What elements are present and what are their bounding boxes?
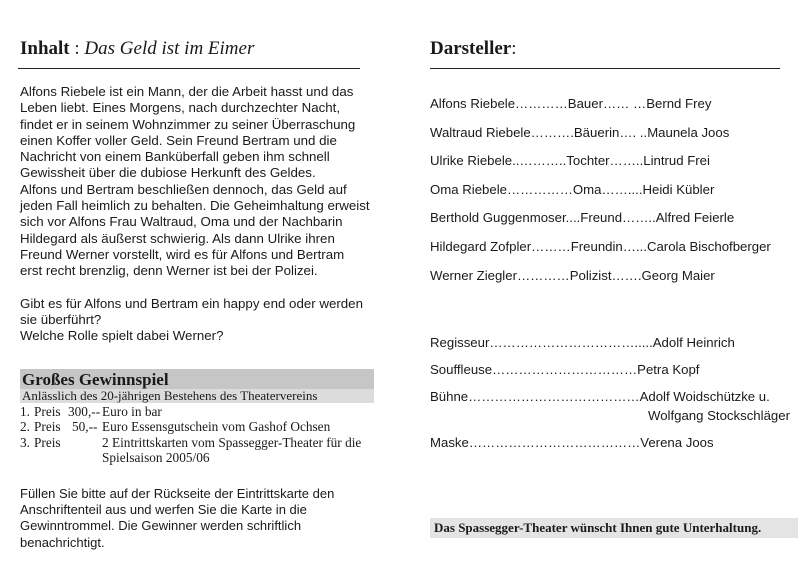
crew-line: Souffleuse……………………………Petra Kopf <box>430 362 700 377</box>
spacer <box>20 280 370 296</box>
heading-label: Inhalt <box>20 38 70 59</box>
prize-description: Euro in bar <box>102 404 162 419</box>
prize-word: Preis <box>34 404 61 419</box>
synopsis-paragraph: Alfons und Bertram beschließen dennoch, das Geld auf jeden Fall heimlich zu behalten. Die Geheimhaltung erweist sich vor Alfons Frau Waltraud, Oma und der Nachbarin Hildegard als äußerst schwierig. Als dann Ulrike ihren Freund Werner vorstellt, wird es für Alfons und Bertram erst recht brenzlig, denn Werner ist bei der Polizei. <box>20 181 370 279</box>
crew-row <box>430 335 790 362</box>
prize-number: 3. <box>20 434 30 450</box>
prize-description: 2 Eintrittskarten vom Spassegger-Theater für die <box>102 434 362 450</box>
crew-line: Maske…………………………………Verena Joos <box>430 435 714 450</box>
crew-line-extra: Wolfgang Stockschläger <box>648 408 790 423</box>
prize-instructions: Füllen Sie bitte auf der Rückseite der Eintrittskarte den Anschriftenteil aus und werfen Sie die Karte in die Gewinntrommel. Die Gewinner werden schriftlich benachrichtigt. <box>20 486 335 550</box>
cast-row: Berthold Guggenmoser....Freund……..Alfred Feierle <box>430 210 735 226</box>
cast-row: Ulrike Riebele..………..Tochter……..Lintrud Frei <box>430 153 710 169</box>
heading-rule <box>430 68 780 69</box>
cast-row: Waltraud Riebele……….Bäuerin…. ..Maunela Joos <box>430 124 730 140</box>
cast-heading-label: Darsteller <box>430 38 512 59</box>
prize-amount: 300,-- <box>68 404 101 419</box>
cast-row: Hildegard Zofpler………Freundin…...Carola Bischofberger <box>430 238 771 254</box>
crew-line: Bühne…………………………………Adolf Woidschützke u. <box>430 389 770 404</box>
synopsis-question: Gibt es für Alfons und Bertram ein happy end oder werden sie überführt? <box>20 295 363 327</box>
synopsis <box>20 84 370 344</box>
synopsis-question: Welche Rolle spielt dabei Werner? <box>20 328 224 344</box>
crew-line: Regisseur…………………………….....Adolf Heinrich <box>430 335 735 350</box>
crew-row <box>430 435 790 462</box>
prize-number: 1. <box>20 404 30 419</box>
prize-word: Preis <box>34 434 61 450</box>
cast-heading-colon: : <box>511 38 517 59</box>
cast-row: Alfons Riebele…………Bauer…… …Bernd Frey <box>430 96 712 111</box>
prize-item <box>20 435 374 450</box>
synopsis-paragraph: Alfons Riebele ist ein Mann, der die Arbeit hasst und das Leben liebt. Eines Morgens, nach durchzechter Nacht, findet er in seinem Wohnzimmer zu seiner Überraschung einen Koffer voller Geld. Sein Freund Bertram und die Nachricht von einem Banküberfall geben ihm schnell Gewissheit über die dubiose Herkunft des Geldes. <box>20 84 356 181</box>
prize-item-continued <box>20 450 374 465</box>
prize-number: 2. <box>20 419 30 435</box>
prize-amount: 50,-- <box>72 419 98 435</box>
footer-banner: Das Spassegger-Theater wünscht Ihnen gute Unterhaltung. <box>430 518 798 538</box>
prize-description-continued: Spielsaison 2005/06 <box>102 449 210 465</box>
cast-list <box>430 96 790 296</box>
crew-row <box>430 362 790 389</box>
prize-item <box>20 404 374 419</box>
prize-word: Preis <box>34 419 61 435</box>
crew-list <box>430 335 790 462</box>
prize-subtitle: Anlässlich des 20-jährigen Bestehens des Theatervereins <box>20 389 374 403</box>
prize-list <box>20 404 374 465</box>
prize-title: Großes Gewinnspiel <box>20 369 374 390</box>
prize-item <box>20 419 374 434</box>
cast-row: Werner Ziegler…………Polizist…….Georg Maier <box>430 267 715 283</box>
cast-row: Oma Riebele……………Oma……....Heidi Kübler <box>430 181 715 197</box>
crew-row <box>430 389 790 435</box>
cast-heading <box>430 38 517 60</box>
play-title: Das Geld ist im Eimer <box>84 38 255 59</box>
content-heading <box>20 38 254 60</box>
heading-rule <box>18 68 360 69</box>
prize-description: Euro Essensgutschein vom Gashof Ochsen <box>102 419 331 435</box>
heading-separator: : <box>69 38 85 59</box>
